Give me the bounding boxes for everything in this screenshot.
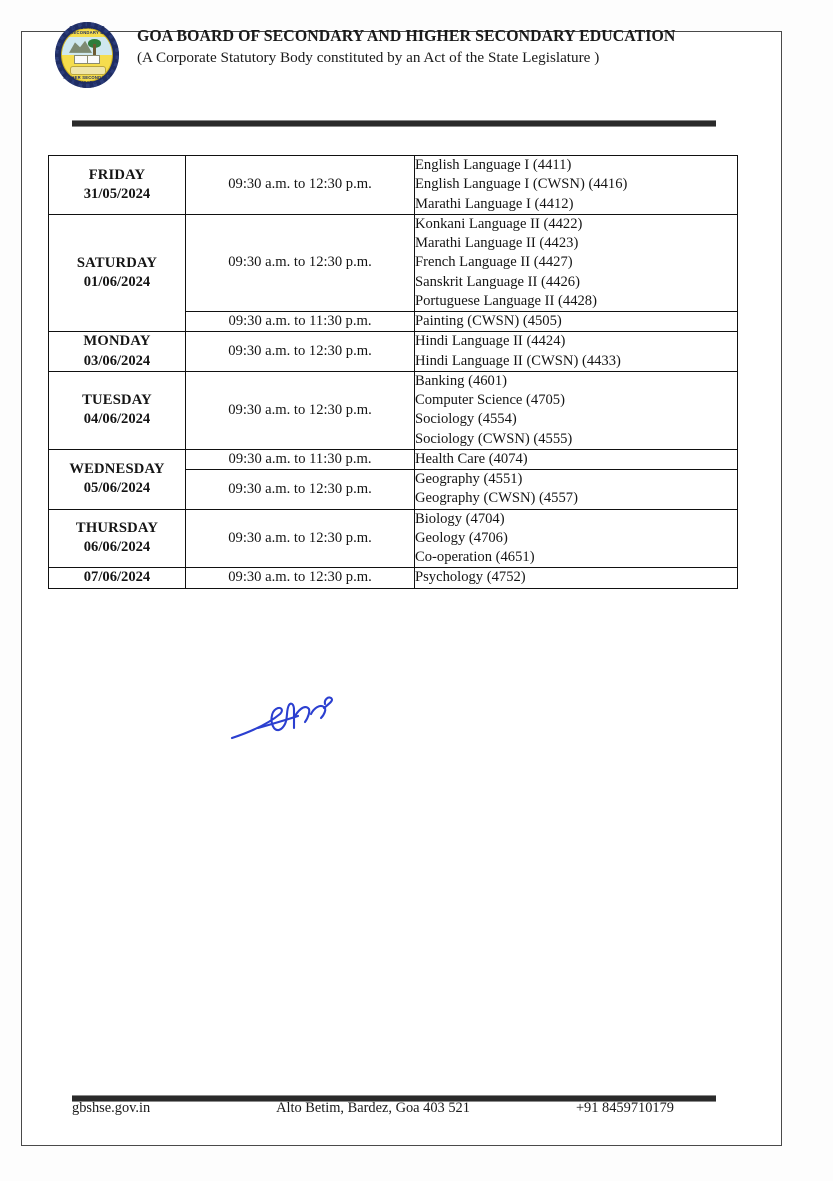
exam-subject: Biology (4704) (415, 510, 505, 527)
exam-day-cell (49, 156, 186, 215)
exam-day-date: 01/06/2024 (83, 274, 151, 290)
exam-day-name: TUESDAY (82, 392, 152, 408)
exam-subject: French Language II (4427) (415, 254, 573, 271)
exam-subjects-cell (415, 371, 738, 449)
exam-time-cell: 09:30 a.m. to 12:30 p.m. (186, 214, 415, 311)
exam-day-date: 04/06/2024 (83, 411, 151, 428)
exam-day-name: WEDNESDAY (69, 460, 165, 477)
exam-time-cell: 09:30 a.m. to 12:30 p.m. (186, 371, 415, 449)
exam-day-date: 03/06/2024 (83, 352, 151, 369)
exam-day-cell (49, 449, 186, 509)
table-row (49, 332, 738, 372)
exam-time-cell: 09:30 a.m. to 12:30 p.m. (186, 332, 415, 372)
logo-container (51, 20, 123, 88)
exam-subjects-cell (415, 449, 738, 469)
exam-subject: Geology (4706) (415, 529, 508, 546)
exam-day-cell (49, 371, 186, 449)
exam-day-name: MONDAY (83, 333, 151, 350)
table-row (49, 509, 738, 568)
exam-subject: Geography (CWSN) (4557) (415, 490, 578, 507)
seal-ring-text-top: GOA BOARD OF SECONDARY & (69, 25, 105, 35)
exam-day-date: 05/06/2024 (83, 480, 151, 497)
exam-day-cell (49, 509, 186, 568)
exam-day-cell (49, 568, 186, 588)
exam-subject: Konkani Language II (4422) (415, 215, 583, 232)
exam-subjects-cell (415, 332, 738, 372)
exam-subject: Banking (4601) (415, 372, 508, 389)
table-row (49, 371, 738, 449)
organization-subtitle: (A Corporate Statutory Body constituted by an Act of the State Legislature ) (137, 49, 600, 66)
organization-title: GOA BOARD OF SECONDARY AND HIGHER SECONDARY EDUCATION (137, 26, 676, 45)
exam-subject: Co-operation (4651) (415, 549, 535, 565)
exam-time-cell: 09:30 a.m. to 12:30 p.m. (186, 509, 415, 568)
exam-day-date: 07/06/2024 (83, 569, 151, 586)
exam-subjects-cell (415, 156, 738, 215)
exam-day-cell (49, 214, 186, 332)
exam-subject: Sanskrit Language II (4426) (415, 273, 580, 290)
footer-phone: +91 8459710179 (575, 1100, 674, 1116)
exam-subject: Computer Science (4705) (415, 392, 565, 408)
exam-subject: Marathi Language II (4423) (415, 235, 579, 251)
exam-subject: Portuguese Language II (4428) (415, 292, 597, 309)
header-divider (72, 120, 716, 127)
exam-day-cell (49, 332, 186, 372)
exam-subjects-cell (415, 214, 738, 311)
exam-subject: Psychology (4752) (415, 569, 526, 586)
exam-subject: Geography (4551) (415, 471, 523, 487)
footer-website[interactable]: gbshse.gov.in (72, 1100, 151, 1116)
exam-subject: Hindi Language II (4424) (415, 333, 566, 350)
exam-day-name: SATURDAY (76, 254, 158, 271)
table-row (49, 449, 738, 469)
timetable-body (49, 156, 738, 589)
exam-time-cell: 09:30 a.m. to 11:30 p.m. (186, 449, 415, 469)
exam-timetable (48, 155, 738, 589)
exam-subject: Sociology (CWSN) (4555) (415, 430, 573, 447)
exam-subject: English Language I (CWSN) (4416) (415, 176, 628, 193)
footer-address: Alto Betim, Bardez, Goa 403 521 (276, 1100, 470, 1116)
exam-day-name: FRIDAY (88, 166, 146, 183)
table-row (49, 214, 738, 311)
exam-subject: Painting (CWSN) (4505) (415, 313, 562, 329)
exam-time-cell: 09:30 a.m. to 11:30 p.m. (186, 312, 415, 332)
exam-subject: English Language I (4411) (415, 157, 572, 173)
footer (72, 1100, 716, 1117)
exam-subject: Marathi Language I (4412) (415, 195, 574, 212)
letterhead (51, 20, 751, 98)
exam-subject: Hindi Language II (CWSN) (4433) (415, 352, 621, 369)
seal-ring-text-bottom: HIGHER SECONDARY EDUCATION (63, 75, 111, 85)
exam-subjects-cell (415, 509, 738, 568)
exam-subject: Health Care (4074) (415, 450, 528, 467)
exam-subjects-cell (415, 568, 738, 588)
exam-day-date: 31/05/2024 (83, 185, 151, 202)
exam-time-cell: 09:30 a.m. to 12:30 p.m. (186, 470, 415, 510)
goa-board-seal-icon (55, 22, 119, 88)
exam-day-date: 06/06/2024 (83, 539, 151, 556)
exam-time-cell: 09:30 a.m. to 12:30 p.m. (186, 156, 415, 215)
exam-day-name: THURSDAY (75, 520, 159, 537)
exam-subjects-cell (415, 312, 738, 332)
table-row (49, 568, 738, 588)
table-row (49, 156, 738, 215)
exam-time-cell: 09:30 a.m. to 12:30 p.m. (186, 568, 415, 588)
exam-subject: Sociology (4554) (415, 411, 517, 428)
exam-subjects-cell (415, 470, 738, 510)
letterhead-titles (123, 20, 751, 67)
